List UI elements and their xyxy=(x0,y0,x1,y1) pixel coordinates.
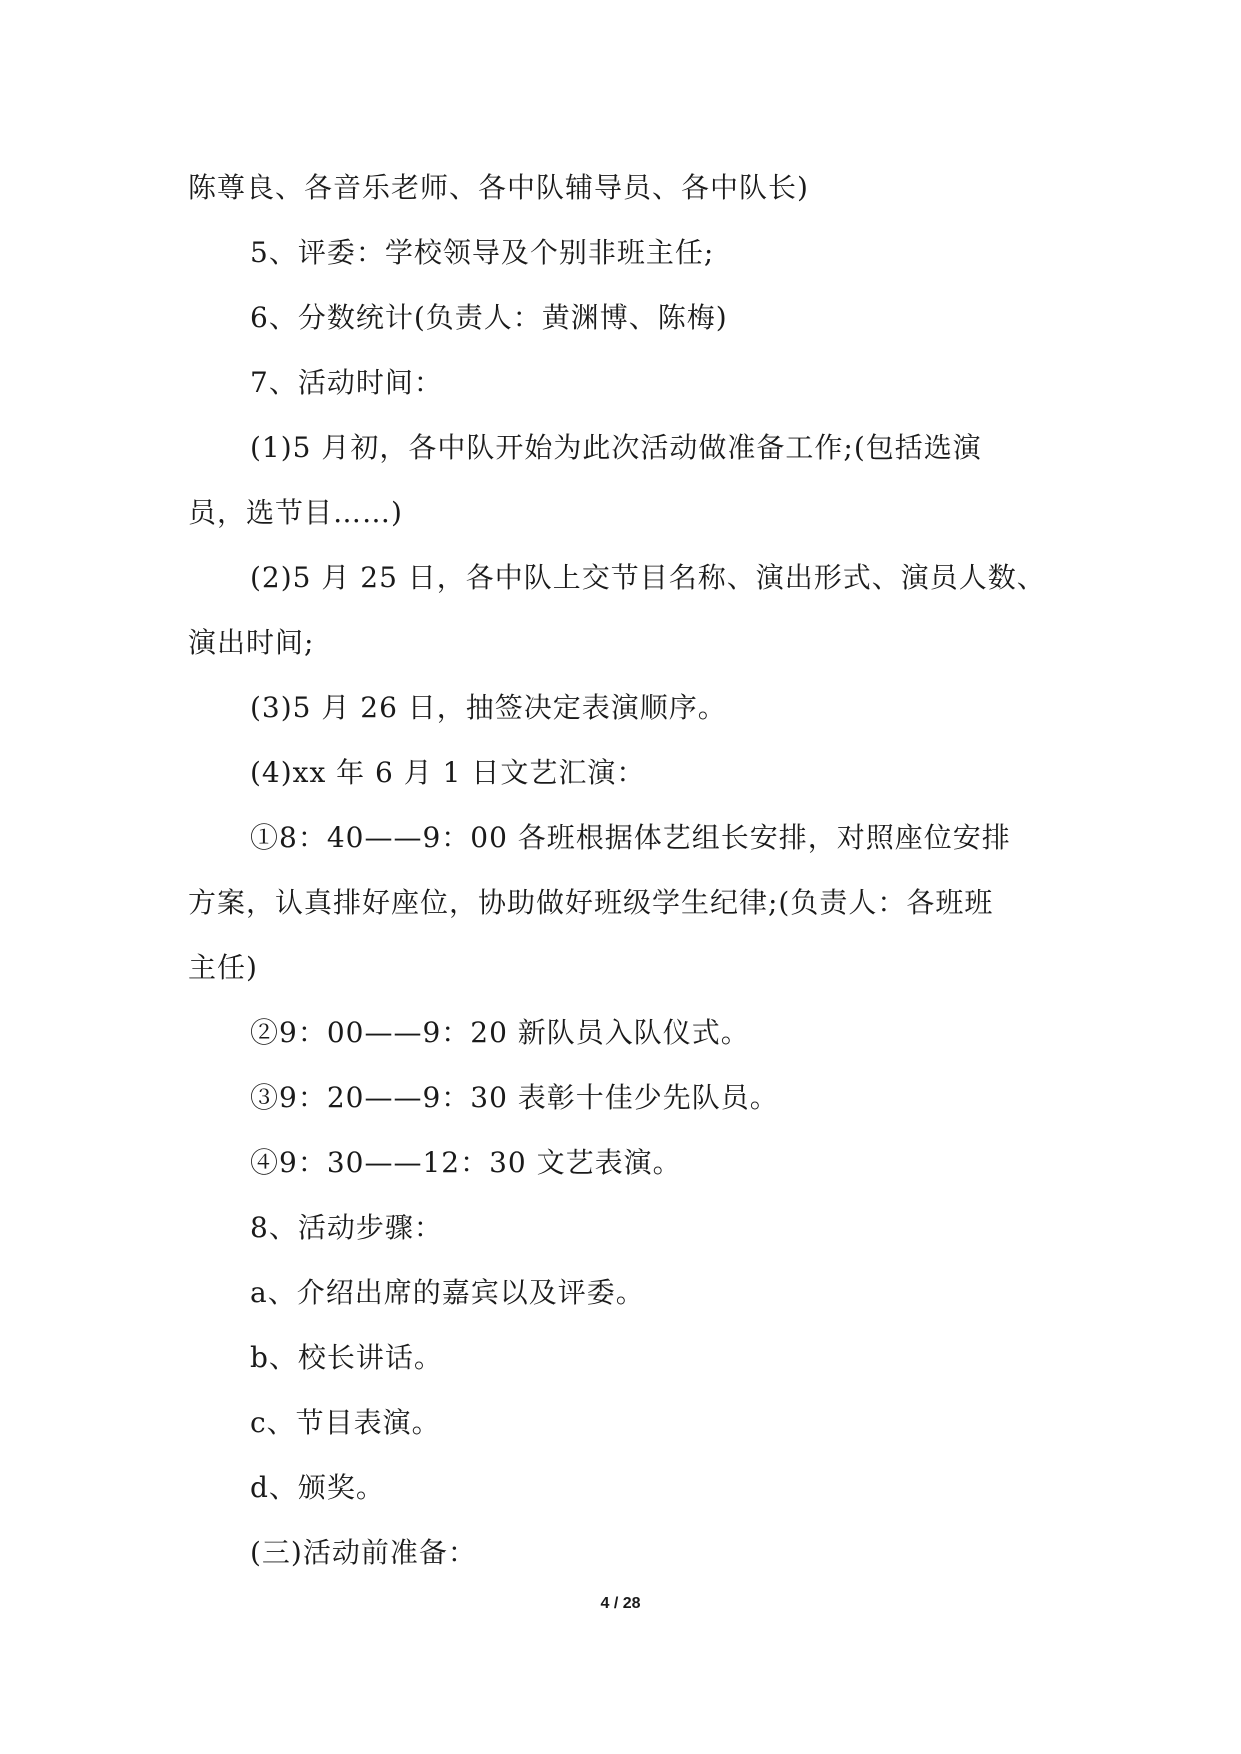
text-line: 8、活动步骤： xyxy=(250,1211,443,1244)
text-line: c、节目表演。 xyxy=(250,1406,441,1439)
text-line: 演出时间; xyxy=(188,626,315,659)
text-line: ②9：00——9：20 新队员入队仪式。 xyxy=(250,1016,750,1049)
document-body xyxy=(188,155,1058,1585)
text-line: (4)xx 年 6 月 1 日文艺汇演： xyxy=(250,756,646,789)
text-line: 陈尊良、各音乐老师、各中队辅导员、各中队长) xyxy=(188,171,809,204)
text-line: 主任) xyxy=(188,951,258,984)
text-line: 方案，认真排好座位，协助做好班级学生纪律;(负责人：各班班 xyxy=(188,886,994,919)
text-line: b、校长讲话。 xyxy=(250,1341,443,1374)
text-line: a、介绍出席的嘉宾以及评委。 xyxy=(250,1276,645,1309)
text-line: d、颁奖。 xyxy=(250,1471,385,1504)
text-line: 7、活动时间： xyxy=(250,366,443,399)
text-line: ④9：30——12：30 文艺表演。 xyxy=(250,1146,682,1179)
text-line: (1)5 月初，各中队开始为此次活动做准备工作;(包括选演 xyxy=(250,431,982,464)
text-line: (三)活动前准备： xyxy=(250,1536,477,1569)
text-line: 6、分数统计(负责人：黄渊博、陈梅) xyxy=(250,301,728,334)
page-number: 4 / 28 xyxy=(600,1595,641,1612)
text-line: 员，选节目……) xyxy=(188,496,403,529)
text-line: ①8：40——9：00 各班根据体艺组长安排，对照座位安排 xyxy=(250,821,1011,854)
text-line: (3)5 月 26 日，抽签决定表演顺序。 xyxy=(250,691,727,724)
text-line: (2)5 月 25 日，各中队上交节目名称、演出形式、演员人数、 xyxy=(250,561,1046,594)
text-line: ③9：20——9：30 表彰十佳少先队员。 xyxy=(250,1081,779,1114)
text-line: 5、评委：学校领导及个别非班主任; xyxy=(250,236,715,269)
